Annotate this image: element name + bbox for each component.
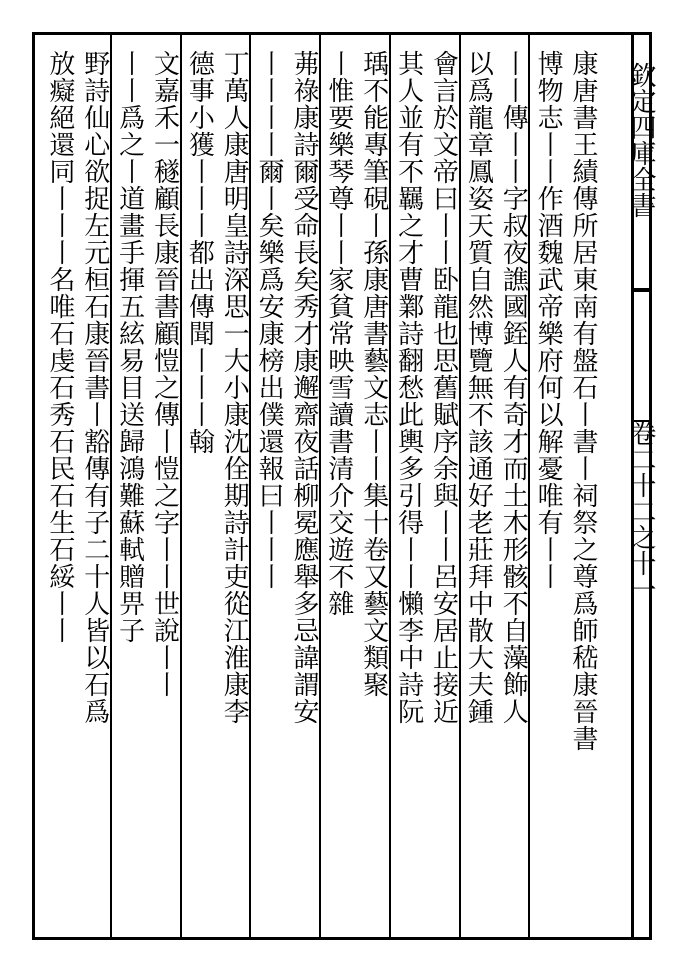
text-column-9: 茀祿康詩爾受命長矣秀才康邂齋夜話柳冕應舉多忌諱謂安 — [289, 50, 319, 725]
text-column-3: 丨丨傳丨丨字叔夜譙國銍人有奇才而土木形骸不自藻飾人 — [498, 50, 529, 725]
text-column-1: 康唐書王績傳所居東南有盤石丨書丨祠祭之尊爲師嵇康晉書 — [568, 50, 598, 752]
text-column-5: 會言於文帝曰丨丨卧龍也思舊賦序余與丨丨呂安居止接近 — [428, 50, 459, 725]
text-column-2: 博物志丨丨作酒魏武帝樂府何以解憂唯有丨丨 — [533, 50, 564, 590]
text-column-16: 放癡絕還同丨丨丨名唯石虔石秀石民石生石綏丨丨 — [44, 50, 75, 644]
text-column-14: 丨丨爲之丨道畫手揮五絃易目送歸鴻難蘇軾贈畀子 — [114, 50, 145, 644]
fishtail-mark-upper — [634, 288, 652, 292]
text-column-10: 丨丨丨丨爾丨矣樂爲安康榜出僕還報曰丨丨丨 — [254, 50, 285, 590]
book-title: 欽定四庫全書 — [626, 62, 656, 218]
text-column-11: 丁萬人康唐明皇詩深思一大小康沈佺期詩計吏從江淮康李 — [219, 50, 250, 725]
text-column-7: 瑀不能專筆硯丨孫康唐書藝文志丨丨集十卷又藝文類聚 — [358, 50, 389, 698]
text-column-6: 其人並有不羈之才曹鄴詩翻愁此輿多引得丨丨懶李中詩阮 — [393, 50, 424, 725]
volume-label: 卷二十二之十一 — [626, 420, 656, 602]
text-column-12: 德事小獲丨丨丨都出傳聞丨丨丨翰 — [184, 50, 215, 455]
text-column-4: 以爲龍章鳳姿天質自然博覽無不該通好老莊拜中散大夫鍾 — [463, 50, 494, 725]
text-column-8: 丨惟要樂琴尊丨丨家貧常映雪讀書清介交遊不雜 — [323, 50, 354, 617]
text-column-15: 野詩仙心欲捉左元桓石康晉書丨豁傳有子二十人皆以石爲 — [79, 50, 110, 725]
text-column-13: 文嘉禾一穟顧長康晉書顧愷之傳丨愷之字丨丨世說丨丨 — [149, 50, 180, 698]
